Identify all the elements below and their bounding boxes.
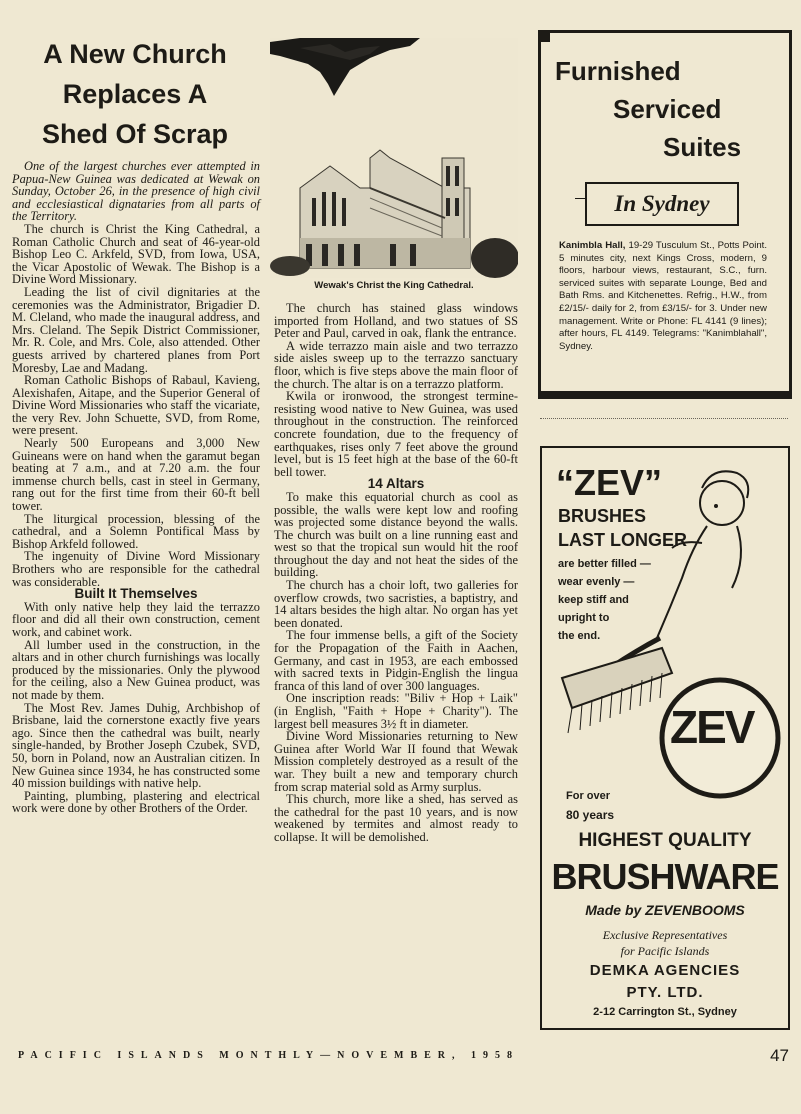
zev-brand: “ZEV” xyxy=(556,462,663,503)
zev-advertisement xyxy=(540,446,790,1030)
paragraph: The church has a choir loft, two galleries for overflow crowds, two sacristies, a baptistry, and 14 altars besides the high altar. No organ has yet been donated. xyxy=(274,578,518,630)
zev-for-over: For over xyxy=(566,790,611,802)
ad-body-text: 19-29 Tusculum St., Potts Point. 5 minutes city, next Kings Cross, modern, 9 floors, harbour views, restaurant, S.C., furn. serviced suites with separate Lounge, Bed and Bath Rms. and Kitchenettes. Refrig., H.W., from £2/15/- daily for 2, from £3/15/- for 3. Under new management. Write or Phone: FL 4141 (9 lines); after hours, FL 4149. Telegrams: "Kanimblahall", Sydney. xyxy=(559,240,768,352)
headline-line: Replaces A xyxy=(62,79,208,109)
paragraph: Painting, plumbing, plastering and electrical work were done by other Brothers of the Order. xyxy=(12,788,260,816)
zev-made-by: Made by ZEVENBOOMS xyxy=(585,902,745,918)
zev-address: 2-12 Carrington St., Sydney xyxy=(593,1006,737,1018)
paragraph: Leading the list of civil dignitaries at the ceremonies was the Administrator, Brigadier D. M. Cleland, who made the inaugural address, and Mrs. Cleland. The Sepik District Commissioner, Mr. R. Cole, and Mrs. Cole, also attended. Other guests arrived by chartered planes from Port Moresby, Lae and Madang. xyxy=(12,284,260,375)
paragraph: To make this equatorial church as cool as possible, the walls were kept low and roofing was projected some distance beyond the walls. The church was built on a line running east and west so that the tropical sun would hit the roof throughout the day and not heat the sides of the building. xyxy=(274,489,518,580)
zev-brushware: BRUSHWARE xyxy=(551,856,779,897)
ad-location-box: In Sydney xyxy=(585,182,739,226)
article-column-2 xyxy=(274,302,518,844)
paragraph: One inscription reads: "Biliv + Hop + Laik" (in English, "Faith + Hope + Charity"). The largest bell measures 3½ ft in diameter. xyxy=(274,691,518,731)
paragraph: All lumber used in the construction, in the altars and in other church furnishings was locally produced by the missionaries. Only the plywood for the ceiling, also a New Guinea product, was not made by them. xyxy=(12,637,260,702)
paragraph: The Most Rev. James Duhig, Archbishop of Brisbane, laid the cornerstone exactly five years ago. Since then the cathedral was built, nearly single-handed, by Brother Joseph Czubek, SVD, 50, born in Poland, now an Australian citizen. In New Guinea since 1934, he has constructed some 40 mission buildings with native help. xyxy=(12,700,260,791)
headline-line: A New Church xyxy=(43,39,227,69)
paragraph: A wide terrazzo main aisle and two terrazzo side aisles sweep up to the terrazzo sanctuary floor, which is five steps above the main floor of the church. The altar is on a terrazzo platform. xyxy=(274,338,518,391)
zev-agency: DEMKA AGENCIES xyxy=(589,962,741,979)
cathedral-photo xyxy=(270,38,518,278)
paragraph: Nearly 500 Europeans and 3,000 New Guineans were on hand when the garamut began beating at 7 a.m., and at 7.20 a.m. the four immense church bells, cast in steel in Germany, rang out for the first time from their 60-ft bell tower. xyxy=(12,436,260,514)
cathedral-illustration xyxy=(270,38,518,278)
zev-pacific: for Pacific Islands xyxy=(620,944,710,958)
ad-border xyxy=(538,391,792,396)
article-column-1 xyxy=(12,160,260,815)
paragraph: Roman Catholic Bishops of Rabaul, Kavieng, Alexishafen, Aitape, and the Superior General of Divine Word Missionaries who staff the vicariate, the very Rev. John Schuette, SVD, from Rome, were present. xyxy=(12,373,260,438)
brush-illustration xyxy=(542,448,788,828)
zev-feature: the end. xyxy=(558,630,601,642)
zev-line-brushes: BRUSHES xyxy=(558,506,647,526)
ad-body xyxy=(559,240,767,353)
page-number: 47 xyxy=(770,1046,789,1065)
ad-headline-serviced: Serviced xyxy=(613,94,722,124)
suites-advertisement xyxy=(538,30,792,399)
zev-logo: ZEV xyxy=(670,701,754,753)
ad-headline-suites: Suites xyxy=(663,132,742,162)
paragraph: The church has stained glass windows imported from Holland, and two statues of SS Peter and Paul, carved in oak, flank the entrance. xyxy=(274,301,518,341)
paragraph: The church is Christ the King Cathedral, a Roman Catholic Church and seat of 46-year-old Bishop Leo C. Arkfeld, SVD, from Iowa, USA, the Vicar Apostolic of Wewak. The Bishop is a Divine Word Missionary. xyxy=(12,221,260,287)
photo-caption: Wewak's Christ the King Cathedral. xyxy=(314,280,474,291)
zev-highest-quality: HIGHEST QUALITY xyxy=(578,830,752,851)
zev-feature: wear evenly — xyxy=(558,576,635,588)
ad-border xyxy=(541,30,789,33)
zev-exclusive: Exclusive Representatives xyxy=(602,928,728,942)
zev-feature: are better filled — xyxy=(558,558,651,570)
running-footer: PACIFIC ISLANDS MONTHLY—NOVEMBER, 1958 xyxy=(18,1050,520,1061)
subheading-built: Built It Themselves xyxy=(74,586,198,602)
ad-headline-furnished: Furnished xyxy=(555,56,681,86)
paragraph: This church, more like a shed, has served as the cathedral for the past 10 years, and is now weakened by termites and almost ready to collapse. It will be demolished. xyxy=(274,792,518,844)
paragraph: Kwila or ironwood, the strongest termine-resisting wood native to New Guinea, was used throughout in the construction. The reinforced concrete foundation, due to the frequency of earthquakes, rises only 7 feet above the ground level, but is 15 feet high at the base of the 60-ft bell tower. xyxy=(274,389,518,479)
zev-agency-pty: PTY. LTD. xyxy=(626,984,704,1001)
headline-line: Shed Of Scrap xyxy=(41,119,229,149)
paragraph: Divine Word Missionaries returning to New Guinea after World War II found that Wewak Mission completely destroyed as a result of the war. They built a new and temporary church from scrap material sold as Army surplus. xyxy=(274,729,518,794)
article-lead: One of the largest churches ever attempted in Papua-New Guinea was dedicated at Wewak on Sunday, October 26, in the presence of high civil and ecclesiastical dignataries from all parts of the Territory. xyxy=(12,159,260,224)
paragraph: With only native help they laid the terrazzo floor and did all their own construction, cement work, and cabinet work. xyxy=(12,599,260,639)
paragraph: The liturgical procession, blessing of the cathedral, and a Solemn Pontifical Mass by Bishop Arkfeld followed. xyxy=(12,511,260,551)
paragraph: The four immense bells, a gift of the Society for the Propagation of the Faith in Aachen, Germany, and cast in 1953, are each embossed with sacred texts in Pidgin-English the lingua franca of this land of over 300 languages. xyxy=(274,628,518,693)
section-divider xyxy=(540,418,788,419)
ad-venue-name: Kanimbla Hall, xyxy=(559,240,626,251)
zev-line-last-longer: LAST LONGER xyxy=(558,530,687,550)
zev-feature: upright to xyxy=(558,612,610,624)
paragraph: The ingenuity of Divine Word Missionary Brothers who are responsible for the cathedral was considerable. xyxy=(12,549,260,589)
zev-feature: keep stiff and xyxy=(558,594,629,606)
subheading-altars: 14 Altars xyxy=(367,476,425,492)
ad-corner-mark xyxy=(538,30,550,42)
zev-years: 80 years xyxy=(566,808,615,822)
article-headline xyxy=(10,34,260,154)
